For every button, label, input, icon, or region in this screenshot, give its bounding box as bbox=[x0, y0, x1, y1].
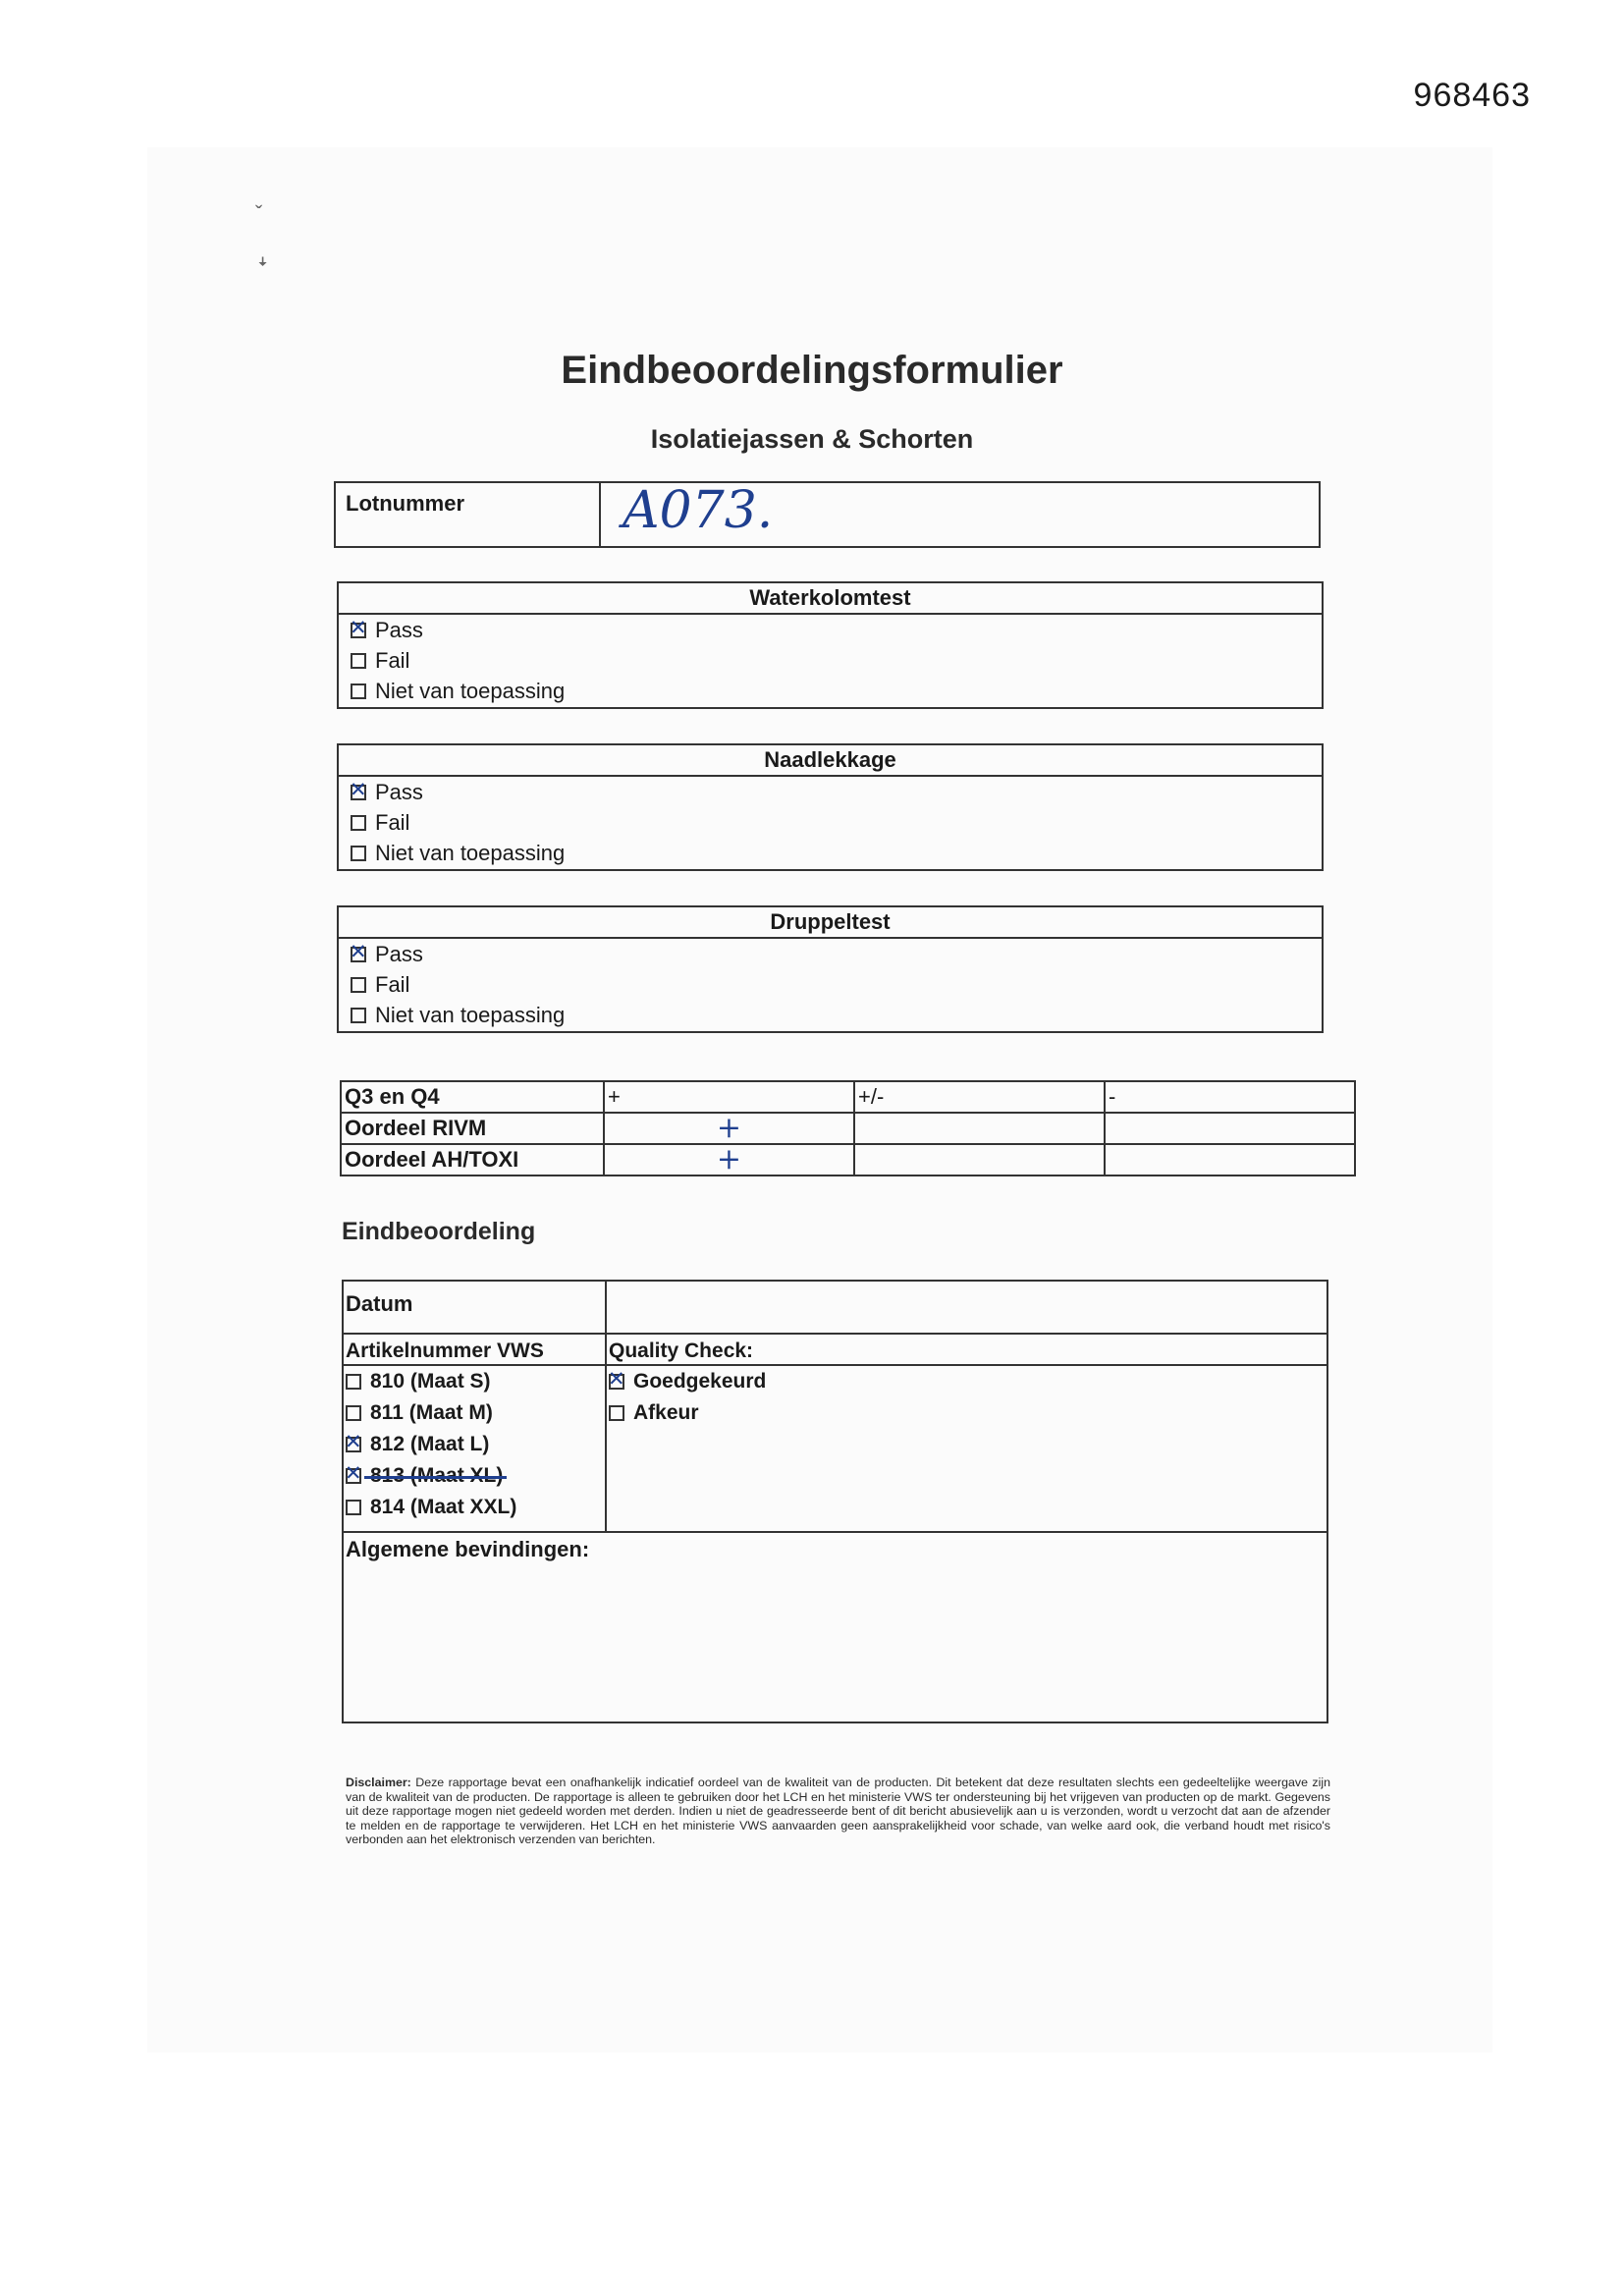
lot-number-value: A073. bbox=[623, 481, 774, 540]
checkbox-icon[interactable] bbox=[351, 683, 366, 699]
option-label: Pass bbox=[375, 617, 423, 642]
table-cell: +/- bbox=[854, 1081, 1105, 1113]
table-cell: Oordeel AH/TOXI bbox=[341, 1144, 604, 1175]
article-label: 812 (Maat L) bbox=[370, 1433, 490, 1455]
scan-mark: ꜜ bbox=[257, 257, 268, 282]
option-pass[interactable] bbox=[339, 615, 1322, 645]
disclaimer bbox=[346, 1776, 1330, 1847]
option-label: Niet van toepassing bbox=[375, 840, 566, 865]
table-cell[interactable] bbox=[1105, 1113, 1355, 1144]
option-pass[interactable] bbox=[339, 939, 1322, 969]
lot-number-box bbox=[334, 481, 1321, 548]
checkbox-icon[interactable] bbox=[346, 1405, 361, 1421]
article-header: Artikelnummer VWS bbox=[344, 1339, 605, 1366]
option-label: Niet van toepassing bbox=[375, 1002, 566, 1027]
checkbox-checked-icon[interactable] bbox=[609, 1374, 624, 1390]
option-fail[interactable] bbox=[339, 969, 1322, 1000]
checkbox-icon[interactable] bbox=[351, 1008, 366, 1023]
option-label: Niet van toepassing bbox=[375, 678, 566, 703]
article-option[interactable] bbox=[344, 1366, 605, 1397]
table-row bbox=[341, 1113, 1355, 1144]
scan-mark: ˇ bbox=[255, 201, 263, 226]
article-label: 811 (Maat M) bbox=[370, 1401, 493, 1424]
checkbox-checked-icon[interactable] bbox=[351, 785, 366, 800]
disclaimer-label: Disclaimer: bbox=[346, 1776, 411, 1789]
final-assessment-box bbox=[342, 1280, 1328, 1723]
checkbox-checked-icon[interactable] bbox=[351, 947, 366, 962]
checkbox-icon[interactable] bbox=[346, 1500, 361, 1515]
article-option[interactable] bbox=[344, 1429, 605, 1460]
table-cell: - bbox=[1105, 1081, 1355, 1113]
final-section-title: Eindbeoordeling bbox=[342, 1218, 536, 1245]
checkbox-checked-icon[interactable] bbox=[346, 1468, 361, 1484]
option-fail[interactable] bbox=[339, 645, 1322, 676]
table-cell[interactable] bbox=[854, 1144, 1105, 1175]
checkbox-icon[interactable] bbox=[351, 653, 366, 669]
disclaimer-text: Deze rapportage bevat een onafhankelijk indicatief oordeel van de kwaliteit van de producten. Dit betekent dat deze resultaten slechts een gedeeltelijke weergave zijn van de kwaliteit van de producten. De rapportage is alleen te gebruiken door het LCH en het ministerie VWS ter ondersteuning bij het vrijgeven van producten op de markt. Gegevens uit deze rapportage mogen niet gedeeld worden met derden. Indien u niet de geadresseerde bent of dit bericht abusievelijk aan u is verzonden, wordt u verzocht dat aan de afzender te melden en de rapportage te verwijderen. Het LCH en het ministerie VWS aanvaarden geen aansprakelijkheid voor schade, van welke aard ook, die verband houdt met risico's verbonden aan het elektronisch verzenden van berichten. bbox=[346, 1776, 1330, 1847]
table-cell[interactable] bbox=[604, 1113, 854, 1144]
document-id: 968463 bbox=[1413, 77, 1531, 114]
table-cell[interactable] bbox=[604, 1144, 854, 1175]
option-not-applicable[interactable] bbox=[339, 838, 1322, 868]
general-findings-area[interactable] bbox=[344, 1533, 1326, 1566]
checkbox-icon[interactable] bbox=[346, 1374, 361, 1390]
checkbox-icon[interactable] bbox=[351, 846, 366, 861]
article-option[interactable] bbox=[344, 1397, 605, 1429]
option-label: Fail bbox=[375, 971, 410, 997]
handwritten-mark: + bbox=[716, 1142, 742, 1176]
article-label: 814 (Maat XXL) bbox=[370, 1496, 517, 1518]
test-title: Waterkolomtest bbox=[339, 583, 1322, 615]
quality-option[interactable] bbox=[607, 1397, 1326, 1429]
option-pass[interactable] bbox=[339, 777, 1322, 807]
quality-header: Quality Check: bbox=[607, 1339, 1326, 1366]
article-label: 810 (Maat S) bbox=[370, 1370, 491, 1393]
test-druppeltest bbox=[337, 905, 1324, 1033]
option-label: Fail bbox=[375, 647, 410, 673]
handwritten-mark: + bbox=[716, 1111, 742, 1145]
quality-option[interactable] bbox=[607, 1366, 1326, 1397]
checkbox-icon[interactable] bbox=[609, 1405, 624, 1421]
form-subtitle: Isolatiejassen & Schorten bbox=[650, 424, 974, 454]
option-label: Pass bbox=[375, 941, 423, 966]
option-fail[interactable] bbox=[339, 807, 1322, 838]
table-cell[interactable] bbox=[1105, 1144, 1355, 1175]
date-label: Datum bbox=[344, 1282, 607, 1333]
date-field[interactable] bbox=[607, 1282, 1326, 1333]
test-naadlekkage bbox=[337, 743, 1324, 871]
lot-number-label: Lotnummer bbox=[336, 483, 601, 546]
checkbox-icon[interactable] bbox=[351, 815, 366, 831]
quality-label: Goedgekeurd bbox=[633, 1370, 767, 1393]
general-findings-label: Algemene bevindingen: bbox=[346, 1537, 590, 1561]
test-waterkolomtest bbox=[337, 581, 1324, 709]
quality-label: Afkeur bbox=[633, 1401, 699, 1424]
table-cell[interactable] bbox=[854, 1113, 1105, 1144]
form-title: Eindbeoordelingsformulier bbox=[561, 349, 1063, 392]
table-cell: + bbox=[604, 1081, 854, 1113]
test-title: Naadlekkage bbox=[339, 745, 1322, 777]
article-column bbox=[344, 1335, 607, 1531]
article-label-struck: 813 (Maat XL) bbox=[370, 1464, 504, 1487]
article-quality-row bbox=[344, 1335, 1326, 1533]
test-title: Druppeltest bbox=[339, 907, 1322, 939]
option-label: Fail bbox=[375, 809, 410, 835]
table-cell: Q3 en Q4 bbox=[341, 1081, 604, 1113]
table-row bbox=[341, 1081, 1355, 1113]
option-not-applicable[interactable] bbox=[339, 1000, 1322, 1030]
grade-table bbox=[340, 1080, 1356, 1176]
checkbox-checked-icon[interactable] bbox=[351, 623, 366, 638]
checkbox-checked-icon[interactable] bbox=[346, 1437, 361, 1452]
option-not-applicable[interactable] bbox=[339, 676, 1322, 706]
table-row bbox=[341, 1144, 1355, 1175]
article-option[interactable] bbox=[344, 1460, 605, 1492]
table-cell: Oordeel RIVM bbox=[341, 1113, 604, 1144]
option-label: Pass bbox=[375, 779, 423, 804]
date-row bbox=[344, 1282, 1326, 1335]
lot-number-field[interactable] bbox=[601, 483, 1319, 546]
article-option[interactable] bbox=[344, 1492, 605, 1523]
quality-column bbox=[607, 1335, 1326, 1531]
checkbox-icon[interactable] bbox=[351, 977, 366, 993]
